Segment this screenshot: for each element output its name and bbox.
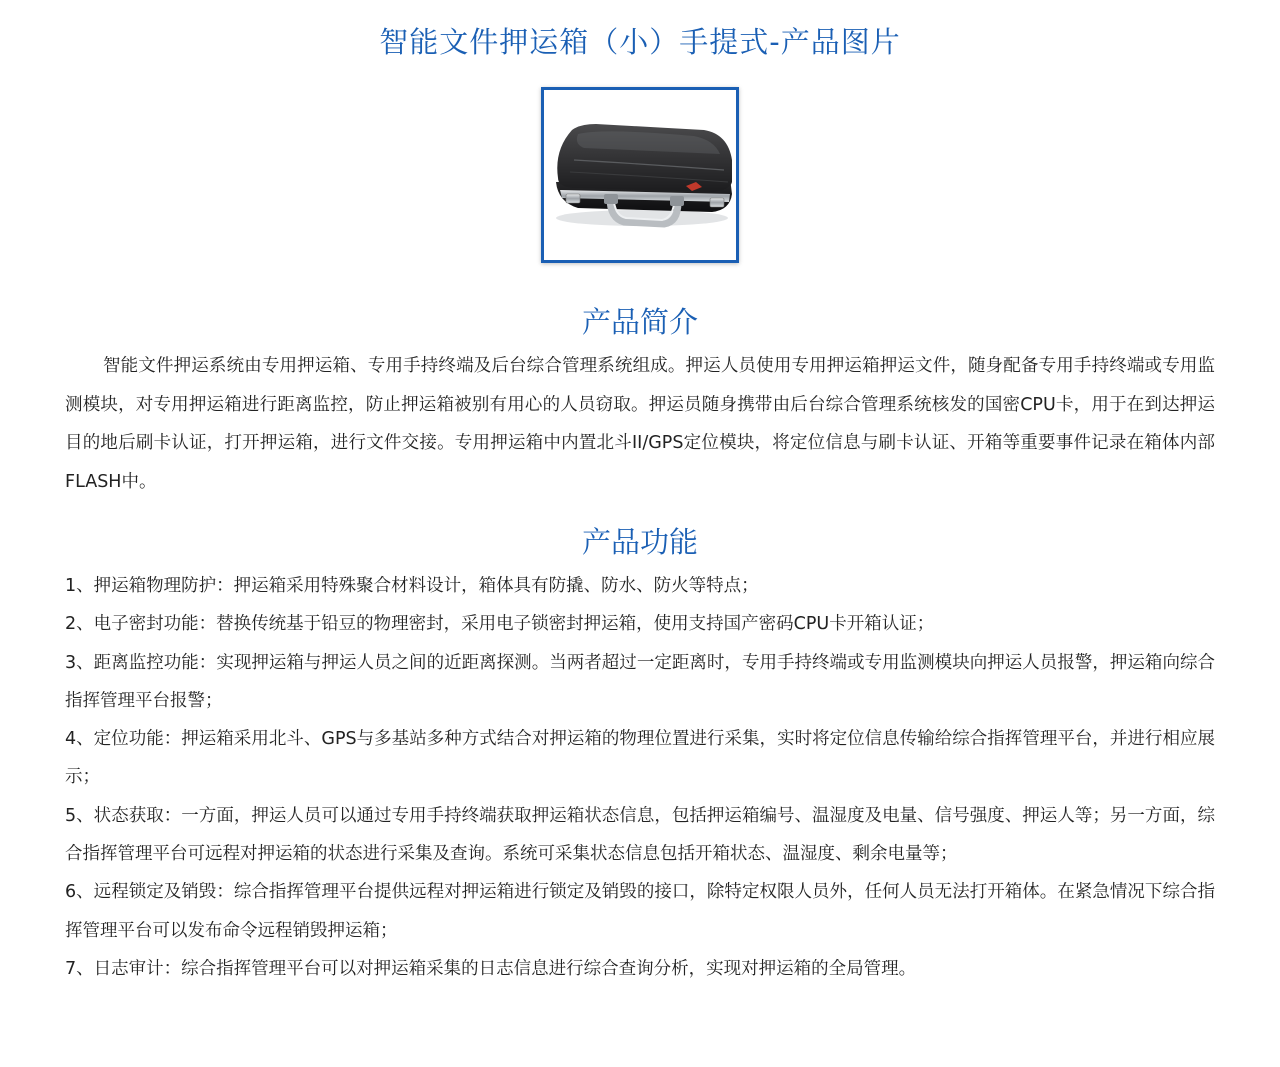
feature-item-distance-monitoring: 3、距离监控功能：实现押运箱与押运人员之间的近距离探测。当两者超过一定距离时，专用手持终端或专用监测模块向押运人员报警，押运箱向综合指挥管理平台报警； [65,652,1215,711]
features-heading: 产品功能 [581,525,698,559]
feature-item-log-audit: 7、日志审计：综合指挥管理平台可以对押运箱采集的日志信息进行综合查询分析，实现对押运箱的全局管理。 [65,958,917,979]
feature-item-remote-lock-destroy: 6、远程锁定及销毁：综合指挥管理平台提供远程对押运箱进行锁定及销毁的接口，除特定权限人员外，任何人员无法打开箱体。在紧急情况下综合指挥管理平台可以发布命令远程销毁押运箱； [65,882,1215,941]
intro-paragraph: 智能文件押运系统由专用押运箱、专用手持终端及后台综合管理系统组成。押运人员使用专用押运箱押运文件，随身配备专用手持终端或专用监测模块，对专用押运箱进行距离监控，防止押运箱被别有用心的人员窃取。押运员随身携带由后台综合管理系统核发的国密CPU卡，用于在到达押运目的地后刷卡认证，打开押运箱，进行文件交接。专用押运箱中内置北斗II/GPS定位模块，将定位信息与刷卡认证、开箱等重要事件记录在箱体内部FLASH中。 [65,356,1215,492]
intro-heading: 产品简介 [581,305,698,339]
feature-item-electronic-seal: 2、电子密封功能：替换传统基于铅豆的物理密封，采用电子锁密封押运箱，使用支持国产密码CPU卡开箱认证； [65,614,935,635]
feature-item-status-acquisition: 5、状态获取：一方面，押运人员可以通过专用手持终端获取押运箱状态信息，包括押运箱编号、温湿度及电量、信号强度、押运人等；另一方面，综合指挥管理平台可远程对押运箱的状态进行采集及查询。系统可采集状态信息包括开箱状态、温湿度、剩余电量等； [65,805,1215,865]
page-title: 智能文件押运箱（小）手提式-产品图片 [379,25,901,59]
feature-item-physical-protection: 1、押运箱物理防护：押运箱采用特殊聚合材料设计，箱体具有防撬、防水、防火等特点； [65,576,759,596]
briefcase-photo-icon [544,90,736,260]
product-photo [541,87,739,263]
feature-list [65,567,1215,988]
feature-item-positioning: 4、定位功能：押运箱采用北斗、GPS与多基站多种方式结合对押运箱的物理位置进行采集，实时将定位信息传输给综合指挥管理平台，并进行相应展示； [65,729,1215,788]
